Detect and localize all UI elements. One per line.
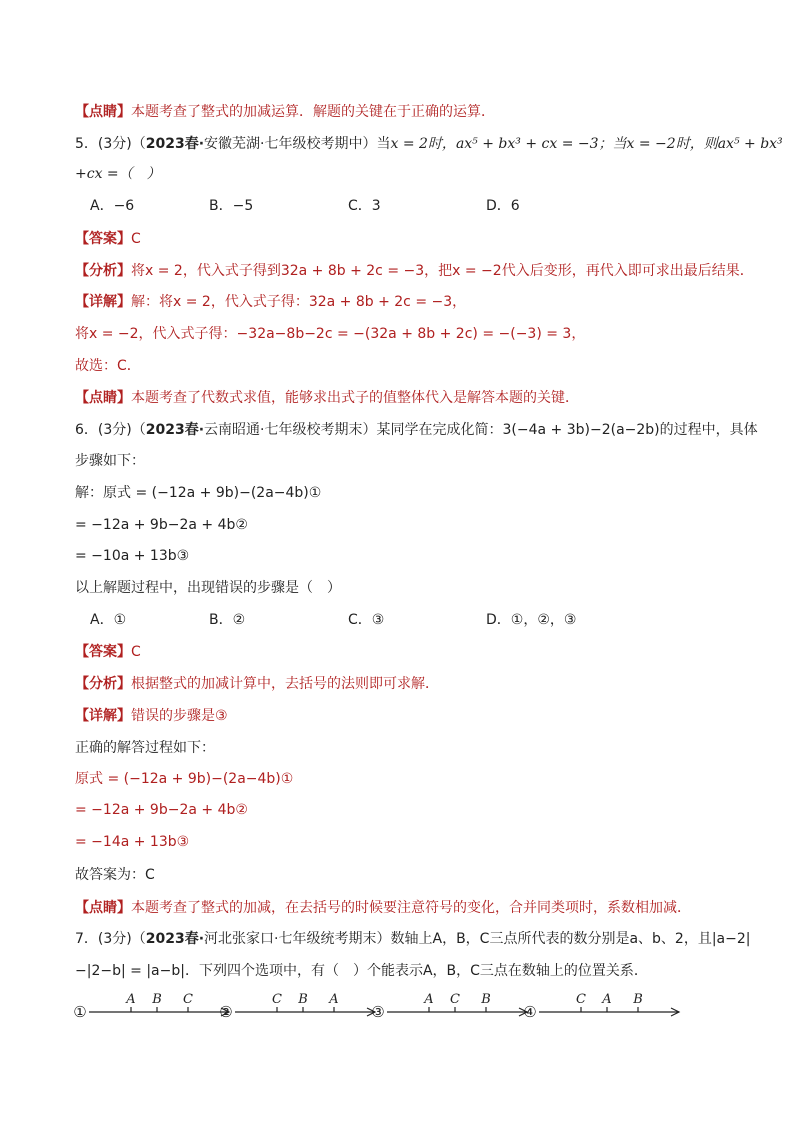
q7-stem: 7．(3分)（2023春·河北张家口·七年级统考期末）数轴上A，B，C三点所代表的数分别是a、b、2，且|a−2|: [75, 931, 751, 947]
q5-xiangjie-2: 将x = −2，代入式子得：−32a−8b−2c = −(32a + 8b + 2c) = −(−3) = 3，: [75, 326, 586, 342]
q5-option-b: B．−5: [209, 198, 254, 214]
q6-correct-step2: = −12a + 9b−2a + 4b②: [75, 802, 248, 818]
point-label-4-B: B: [633, 992, 643, 1007]
q6-answer: 【答案】C: [75, 644, 141, 660]
q6-question: 以上解题过程中，出现错误的步骤是（ ）: [75, 580, 341, 596]
q6-dianjing: 【点睛】本题考查了整式的加减，在去括号的时候要注意符号的变化，合并同类项时，系数相加减．: [75, 900, 691, 916]
q6-xiangjie: 【详解】错误的步骤是③: [75, 708, 228, 724]
q5-dianjing: 【点睛】本题考查了代数式求值，能够求出式子的值整体代入是解答本题的关键．: [75, 390, 579, 406]
point-label-2-A: A: [329, 992, 339, 1007]
q5-answer: 【答案】C: [75, 231, 141, 247]
q6-option-d: D．①，②，③: [486, 612, 577, 628]
q6-stem: 6．(3分)（2023春·云南昭通·七年级校考期末）某同学在完成化简：3(−4a + 3b)−2(a−2b)的过程中，具体: [75, 422, 758, 438]
q6-correct-step3: = −14a + 13b③: [75, 834, 190, 850]
q6-step3: = −10a + 13b③: [75, 548, 190, 564]
q6-correct-intro: 正确的解答过程如下：: [75, 740, 215, 756]
q5-xiangjie-1: 【详解】解：将x = 2，代入式子得：32a + 8b + 2c = −3，: [75, 294, 467, 310]
axis-label-1: ①: [73, 1003, 87, 1021]
axis-label-3: ③: [371, 1003, 385, 1021]
point-label-3-C: C: [450, 992, 460, 1007]
q5-fenxi: 【分析】将x = 2，代入式子得到32a + 8b + 2c = −3，把x = −2代入后变形，再代入即可求出最后结果．: [75, 263, 754, 279]
number-line-figures: [0, 985, 794, 1035]
q6-step2: = −12a + 9b−2a + 4b②: [75, 517, 248, 533]
q6-option-b: B．②: [209, 612, 246, 628]
point-label-4-A: A: [602, 992, 612, 1007]
point-label-3-A: A: [424, 992, 434, 1007]
q7-stem-line2: −|2−b| = |a−b|．下列四个选项中，有（ ）个能表示A，B，C三点在数轴上的位置关系．: [75, 963, 648, 979]
point-label-2-B: B: [298, 992, 308, 1007]
point-label-2-C: C: [272, 992, 282, 1007]
axis-label-4: ④: [523, 1003, 537, 1021]
q5-stem: 5．(3分)（2023春·安徽芜湖·七年级校考期中）当x = 2时，ax⁵ + bx³ + cx = −3；当x = −2时，则ax⁵ + bx³: [75, 136, 783, 152]
q6-option-c: C．③: [348, 612, 385, 628]
q6-step1: 解：原式 = (−12a + 9b)−(2a−4b)①: [75, 485, 322, 501]
q5-option-a: A．−6: [90, 198, 135, 214]
q4-dianjing: 【点睛】本题考查了整式的加减运算．解题的关键在于正确的运算．: [75, 104, 495, 120]
point-label-4-C: C: [576, 992, 586, 1007]
point-label-1-A: A: [126, 992, 136, 1007]
point-label-1-B: B: [152, 992, 162, 1007]
q6-fenxi: 【分析】根据整式的加减计算中，去括号的法则即可求解．: [75, 676, 439, 692]
point-label-3-B: B: [481, 992, 491, 1007]
axis-label-2: ②: [219, 1003, 233, 1021]
q6-stem-line2: 步骤如下：: [75, 453, 145, 469]
q5-xiangjie-3: 故选：C．: [75, 358, 141, 374]
q6-correct-step1: 原式 = (−12a + 9b)−(2a−4b)①: [75, 771, 294, 787]
q6-conclusion: 故答案为：C: [75, 867, 155, 883]
q5-stem-line2: +cx =（ ）: [75, 166, 161, 182]
point-label-1-C: C: [183, 992, 193, 1007]
q6-option-a: A．①: [90, 612, 127, 628]
q5-option-c: C．3: [348, 198, 381, 214]
q5-option-d: D．6: [486, 198, 520, 214]
